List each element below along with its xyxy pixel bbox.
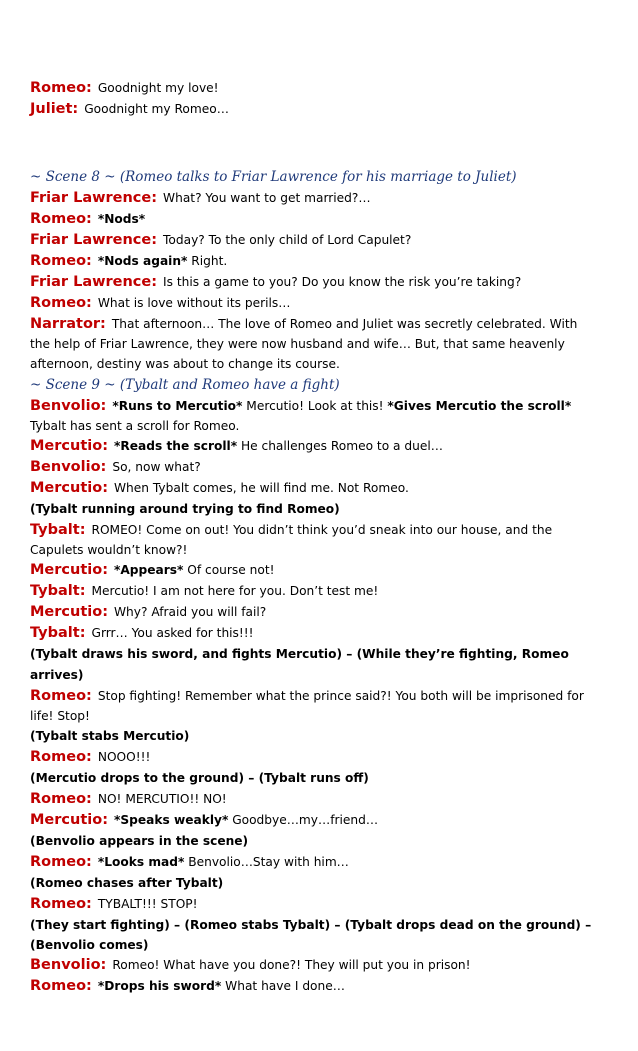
speaker-name: Friar Lawrence: [30, 232, 158, 248]
spacer [30, 120, 598, 166]
narration-line [30, 314, 598, 374]
dialogue-line [30, 188, 598, 209]
speaker-name: Romeo: [30, 978, 92, 994]
stage-action: *Appears* [114, 563, 184, 577]
dialogue-line [30, 230, 598, 251]
dialogue-text: Goodnight my Romeo… [84, 102, 229, 116]
dialogue-line [30, 581, 598, 602]
speaker-name: Tybalt: [30, 522, 86, 538]
stage-action: *Drops his sword* [97, 979, 222, 993]
dialogue-text: Is this a game to you? Do you know the risk you’re taking? [163, 275, 522, 289]
dialogue-line [30, 457, 598, 478]
dialogue-line [30, 560, 598, 581]
dialogue-text: Goodbye…my…friend… [228, 813, 379, 827]
dialogue-text: Stop fighting! Remember what the prince said?! You both will be imprisoned for life! Stop! [30, 689, 584, 723]
speaker-name: Tybalt: [30, 583, 86, 599]
scene-heading: ~ Scene 8 ~ (Romeo talks to Friar Lawrence for his marriage to Juliet) [30, 169, 517, 185]
stage-action: *Speaks weakly* [114, 813, 229, 827]
dialogue-text: NOOO!!! [97, 750, 151, 764]
speaker-name: Romeo: [30, 854, 92, 870]
stage-direction: (Tybalt draws his sword, and fights Mercutio) – (While they’re fighting, Romeo arrives) [30, 647, 569, 682]
speaker-name: Mercutio: [30, 604, 108, 620]
speaker-name: Romeo: [30, 688, 92, 704]
dialogue-line [30, 852, 598, 873]
speaker-name: Romeo: [30, 80, 92, 96]
dialogue-line [30, 396, 598, 436]
dialogue-line [30, 478, 598, 499]
dialogue-text: Why? Afraid you will fail? [114, 605, 267, 619]
dialogue-line [30, 272, 598, 293]
speaker-name: Benvolio: [30, 459, 107, 475]
dialogue-text: That afternoon… The love of Romeo and Juliet was secretly celebrated. With the help of Friar Lawrence, they were now husband and wife… But, that same heavenly afternoon, destiny was about to change its course. [30, 317, 578, 371]
dialogue-text: Romeo! What have you done?! They will put you in prison! [112, 958, 471, 972]
stage-direction: (Mercutio drops to the ground) – (Tybalt runs off) [30, 771, 369, 785]
speaker-name: Mercutio: [30, 480, 108, 496]
dialogue-line [30, 293, 598, 314]
dialogue-line [30, 78, 598, 99]
speaker-name: Friar Lawrence: [30, 190, 158, 206]
speaker-name: Mercutio: [30, 562, 108, 578]
stage-action: *Nods* [97, 212, 146, 226]
dialogue-text: Mercutio! I am not here for you. Don’t test me! [91, 584, 379, 598]
speaker-name: Tybalt: [30, 625, 86, 641]
dialogue-line [30, 747, 598, 768]
dialogue-line [30, 520, 598, 560]
dialogue-line [30, 602, 598, 623]
dialogue-text: Today? To the only child of Lord Capulet? [163, 233, 412, 247]
dialogue-text: NO! MERCUTIO!! NO! [97, 792, 227, 806]
dialogue-text: Of course not! [183, 563, 275, 577]
speaker-name: Benvolio: [30, 398, 107, 414]
speaker-name: Mercutio: [30, 812, 108, 828]
dialogue-line [30, 955, 598, 976]
dialogue-line [30, 251, 598, 272]
dialogue-text: Tybalt has sent a scroll for Romeo. [30, 419, 240, 433]
speaker-name: Juliet: [30, 101, 79, 117]
dialogue-text: Right. [187, 254, 228, 268]
dialogue-text: Benvolio…Stay with him… [184, 855, 349, 869]
speaker-name: Romeo: [30, 253, 92, 269]
dialogue-text: ROMEO! Come on out! You didn’t think you’d sneak into our house, and the Capulets wouldn’t know?! [30, 523, 553, 557]
dialogue-text: He challenges Romeo to a duel… [237, 439, 443, 453]
dialogue-text: So, now what? [112, 460, 201, 474]
dialogue-text: Mercutio! Look at this! [242, 399, 388, 413]
dialogue-text: What have I done… [221, 979, 345, 993]
dialogue-text: When Tybalt comes, he will find me. Not Romeo. [114, 481, 409, 495]
dialogue-line [30, 436, 598, 457]
stage-action: *Runs to Mercutio* [112, 399, 243, 413]
speaker-name: Romeo: [30, 211, 92, 227]
stage-direction: (They start fighting) – (Romeo stabs Tybalt) – (Tybalt drops dead on the ground) – (Benvolio comes) [30, 918, 592, 952]
dialogue-line [30, 789, 598, 810]
dialogue-line [30, 976, 598, 997]
dialogue-text: Grrr… You asked for this!!! [91, 626, 254, 640]
scene-heading: ~ Scene 9 ~ (Tybalt and Romeo have a fight) [30, 377, 340, 393]
dialogue-text: Goodnight my love! [97, 81, 219, 95]
speaker-name: Narrator: [30, 316, 106, 332]
stage-action: *Reads the scroll* [114, 439, 238, 453]
speaker-name: Romeo: [30, 896, 92, 912]
dialogue-line [30, 623, 598, 644]
dialogue-line [30, 894, 598, 915]
dialogue-line [30, 209, 598, 230]
speaker-name: Friar Lawrence: [30, 274, 158, 290]
stage-action: *Nods again* [97, 254, 188, 268]
stage-direction: (Tybalt running around trying to find Romeo) [30, 502, 340, 516]
dialogue-line [30, 99, 598, 120]
speaker-name: Romeo: [30, 295, 92, 311]
dialogue-text: What is love without its perils… [97, 296, 291, 310]
dialogue-text: What? You want to get married?… [163, 191, 371, 205]
speaker-name: Benvolio: [30, 957, 107, 973]
stage-action: *Gives Mercutio the scroll* [387, 399, 572, 413]
stage-direction: (Tybalt stabs Mercutio) [30, 729, 190, 743]
speaker-name: Romeo: [30, 791, 92, 807]
dialogue-line [30, 686, 598, 726]
dialogue-text: TYBALT!!! STOP! [97, 897, 198, 911]
stage-action: *Looks mad* [97, 855, 185, 869]
speaker-name: Romeo: [30, 749, 92, 765]
stage-direction: (Benvolio appears in the scene) [30, 834, 249, 848]
speaker-name: Mercutio: [30, 438, 108, 454]
stage-direction: (Romeo chases after Tybalt) [30, 876, 224, 890]
dialogue-line [30, 810, 598, 831]
